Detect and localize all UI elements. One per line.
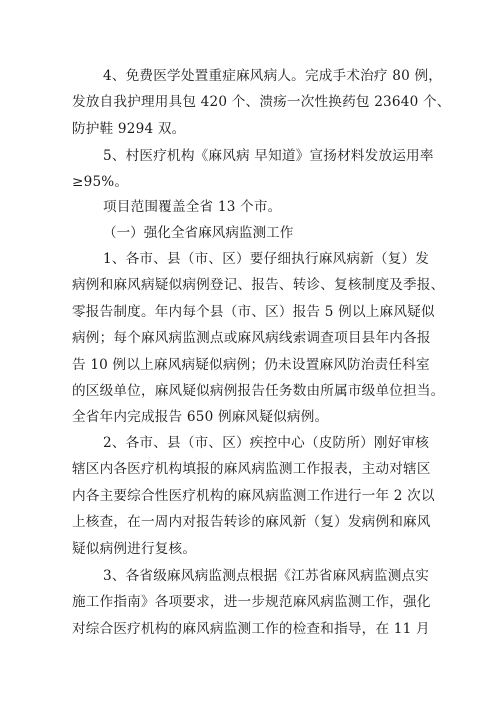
text-line: 告 10 例以上麻风病疑似病例；仍未设置麻风防治责任科室: [72, 356, 430, 373]
text-line: 零报告制度。年内每个县（市、区）报告 5 例以上麻风疑似: [72, 303, 435, 320]
paragraph-item-3: [72, 563, 432, 642]
text-line: 2、各市、县（市、区）疾控中心（皮防所）刚好审核: [103, 435, 430, 451]
text-line: 3、各省级麻风病监测点根据《江苏省麻风病监测点实: [103, 568, 430, 584]
text-line: 5、村医疗机构《麻风病 早知道》宣扬材料发放运用率: [103, 148, 434, 164]
text-line: 病例和麻风病疑似病例登记、报告、转诊、复核制度及季报、: [72, 277, 445, 294]
paragraph-item-4: [72, 63, 451, 142]
paragraph-item-1: [72, 246, 445, 431]
text-line: 全省年内完成报告 650 例麻风疑似病例。: [72, 409, 329, 426]
text-line: 的区级单位，麻风疑似病例报告任务数由所属市级单位担当。: [72, 382, 445, 399]
text-line: 项目范围覆盖全省 13 个市。: [103, 199, 282, 215]
paragraph-item-2: [72, 430, 435, 562]
text-line: 发放自我护理用具包 420 个、溃疡一次性换药包 23640 个、: [72, 94, 451, 111]
text-line: 对综合医疗机构的麻风病监测工作的检查和指导，在 11 月: [72, 620, 430, 637]
paragraph-item-5: [72, 143, 432, 196]
text-line: ≥95%。: [72, 174, 129, 191]
text-line: 上核查，在一周内对报告转诊的麻风新（复）发病例和麻风: [72, 514, 431, 531]
text-line: 内各主要综合性医疗机构的麻风病监测工作进行一年 2 次以: [72, 487, 435, 504]
text-line: 辖区内各医疗机构填报的麻风病监测工作报表，主动对辖区: [72, 461, 431, 478]
text-line: 施工作指南》各项要求，进一步规范麻风病监测工作，强化: [72, 594, 431, 611]
paragraph-project-scope: [72, 194, 432, 220]
section-heading: （一）强化全省麻风病监测工作: [103, 225, 294, 241]
text-line: 病例；每个麻风病监测点或麻风病线索调查项目县年内各报: [72, 330, 431, 347]
text-line: 4、免费医学处置重症麻风病人。完成手术治疗 80 例，: [103, 68, 443, 84]
text-line: 疑似病例进行复核。: [72, 540, 197, 557]
text-line: 1、各市、县（市、区）要仔细执行麻风病新（复）发: [103, 251, 430, 267]
text-line: 防护鞋 9294 双。: [72, 120, 186, 137]
